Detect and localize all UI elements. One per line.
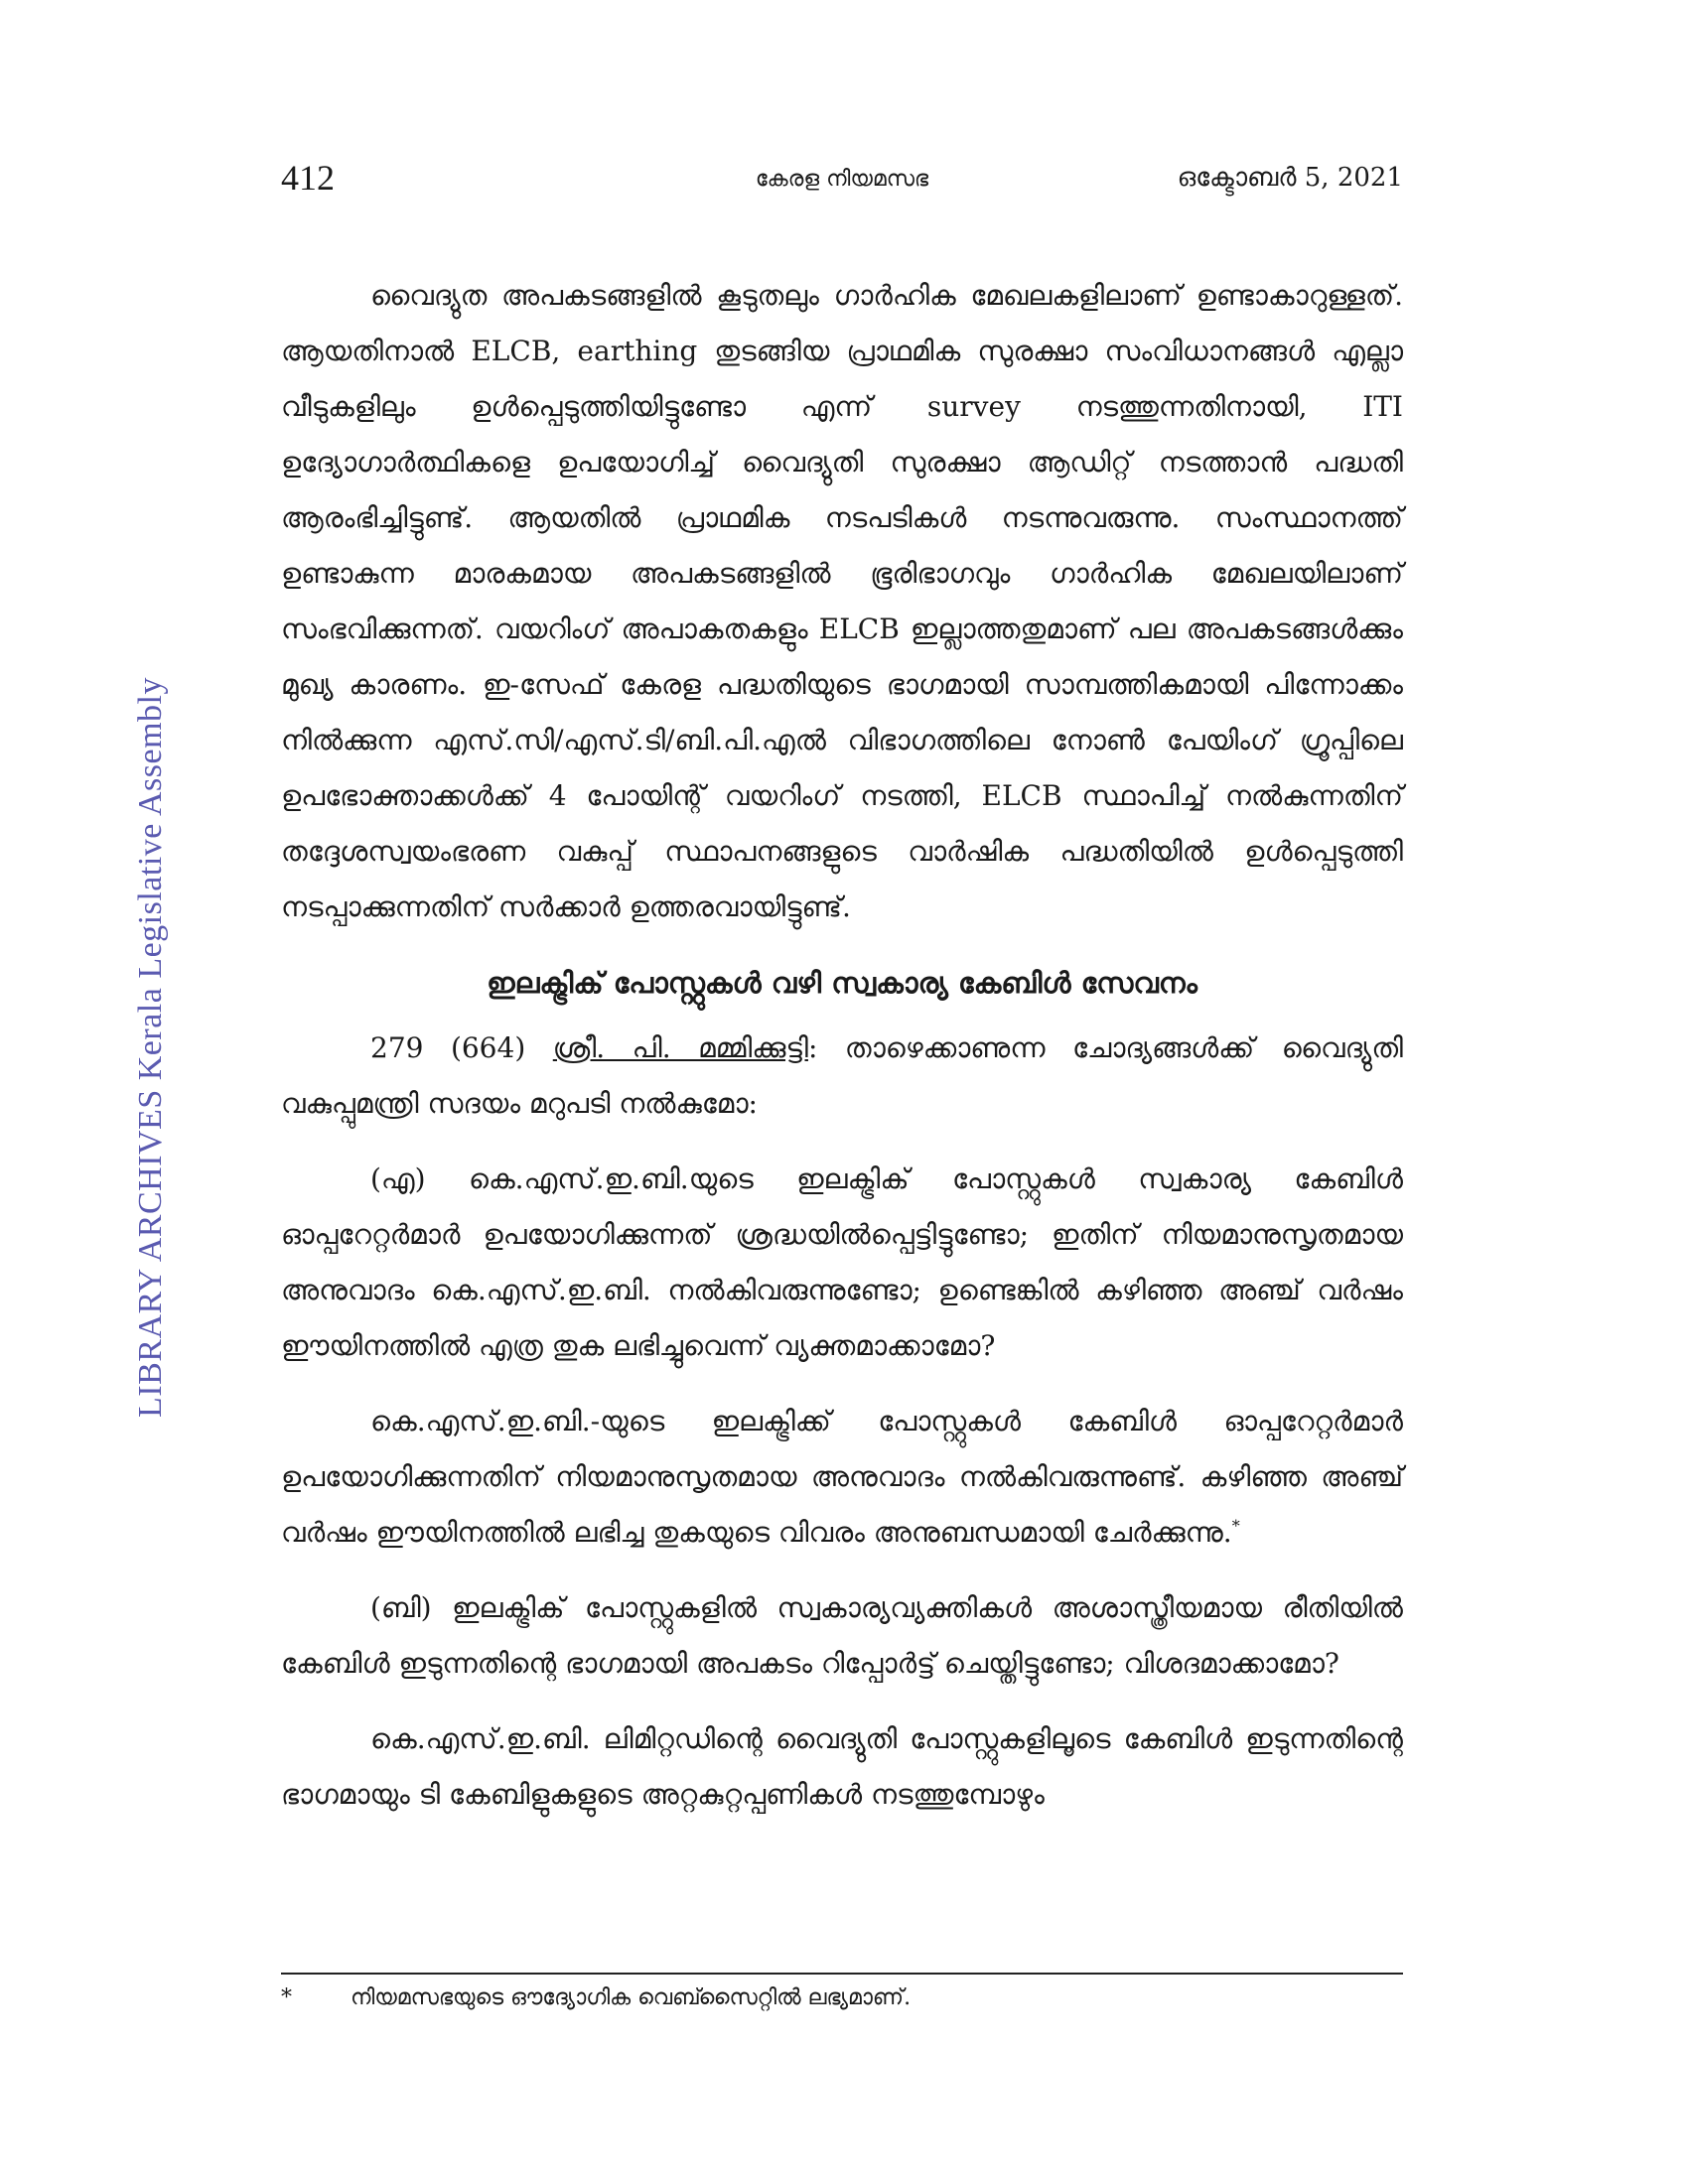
- footnote-reference: *: [1231, 1516, 1240, 1536]
- footnote-divider: [281, 1973, 1403, 1975]
- footnote-mark: *: [281, 1985, 292, 2010]
- footnote-area: [281, 1973, 1403, 2014]
- library-archives-stamp: LIBRARY ARCHIVES Kerala Legislative Assembly: [132, 676, 169, 1419]
- footnote-text: നിയമസഭയുടെ ഔദ്യോഗിക വെബ്സൈറ്റിൽ ലഭ്യമാണ്.: [351, 1985, 912, 2010]
- header-date: ഒക്ടോബർ 5, 2021: [1177, 163, 1403, 193]
- page-number: 412: [281, 158, 335, 198]
- question-part-b: (ബി) ഇലക്ട്രിക് പോസ്റ്റുകളിൽ സ്വകാര്യവ്യക്തികൾ അശാസ്ത്രീയമായ രീതിയിൽ കേബിൾ ഇടുന്നതിന്റെ ഭാഗമായി അപകടം റിപ്പോർട്ട് ചെയ്തിട്ടുണ്ടോ; വിശദമാക്കാമോ?: [281, 1591, 1403, 1680]
- answer-part-a-text: കെ.എസ്.ഇ.ബി.-യുടെ ഇലക്ട്രിക്ക് പോസ്റ്റുകൾ കേബിൾ ഓപ്പറേറ്റർമാർ ഉപയോഗിക്കുന്നതിന് നിയമാനുസൃതമായ അനുവാദം നൽകിവരുന്നുണ്ട്. കഴിഞ്ഞ അഞ്ച് വർഷം ഈയിനത്തിൽ ലഭിച്ച തുകയുടെ വിവരം അനുബന്ധമായി ചേർക്കുന്നു.: [281, 1405, 1403, 1549]
- question-number: 279 (664): [370, 1031, 526, 1064]
- answer-paragraph-previous: വൈദ്യുത അപകടങ്ങളിൽ കൂടുതലും ഗാർഹിക മേഖലകളിലാണ് ഉണ്ടാകാറുള്ളത്. ആയതിനാൽ ELCB, earthing തുടങ്ങിയ പ്രാഥമിക സുരക്ഷാ സംവിധാനങ്ങൾ എല്ലാ വീടുകളിലും ഉൾപ്പെടുത്തിയിട്ടുണ്ടോ എന്ന് survey നടത്തുന്നതിനായി, ITI ഉദ്യോഗാർത്ഥികളെ ഉപയോഗിച്ച് വൈദ്യുതി സുരക്ഷാ ആഡിറ്റ് നടത്താൻ പദ്ധതി ആരംഭിച്ചിട്ടുണ്ട്. ആയതിൽ പ്രാഥമിക നടപടികൾ നടന്നുവരുന്നു. സംസ്ഥാനത്ത് ഉണ്ടാകുന്ന മാരകമായ അപകടങ്ങളിൽ ഭൂരിഭാഗവും ഗാർഹിക മേഖലയിലാണ് സംഭവിക്കുന്നത്. വയറിംഗ് അപാകതകളും ELCB ഇല്ലാത്തതുമാണ് പല അപകടങ്ങൾക്കും മുഖ്യ കാരണം. ഇ-സേഫ് കേരള പദ്ധതിയുടെ ഭാഗമായി സാമ്പത്തികമായി പിന്നോക്കം നിൽക്കുന്ന എസ്.സി/എസ്.ടി/ബി.പി.എൽ വിഭാഗത്തിലെ നോൺ പേയിംഗ് ഗ്രൂപ്പിലെ ഉപഭോക്താക്കൾക്ക് 4 പോയിന്റ് വയറിംഗ് നടത്തി, ELCB സ്ഥാപിച്ച് നൽകുന്നതിന് തദ്ദേശസ്വയംഭരണ വകുപ്പ് സ്ഥാപനങ്ങളുടെ വാർഷിക പദ്ധതിയിൽ ഉൾപ്പെടുത്തി നടപ്പാക്കുന്നതിന് സർക്കാർ ഉത്തരവായിട്ടുണ്ട്.: [281, 279, 1403, 923]
- question-intro-text: : താഴെക്കാണുന്ന ചോദ്യങ്ങൾക്ക് വൈദ്യുതി വകുപ്പുമന്ത്രി സദയം മറുപടി നൽകുമോ:: [281, 1031, 1403, 1120]
- member-name: ശ്രീ. പി. മമ്മിക്കുട്ടി: [552, 1031, 808, 1064]
- answer-part-a: [281, 1394, 1403, 1561]
- question-intro: [281, 1021, 1403, 1132]
- page-header: [281, 157, 1403, 206]
- running-title: കേരള നിയമസഭ: [755, 167, 929, 192]
- answer-part-b: കെ.എസ്.ഇ.ബി. ലിമിറ്റഡിന്റെ വൈദ്യുതി പോസ്റ്റുകളിലൂടെ കേബിൾ ഇടുന്നതിന്റെ ഭാഗമായും ടി കേബിളുകളുടെ അറ്റകുറ്റപ്പണികൾ നടത്തുമ്പോഴും: [281, 1722, 1403, 1811]
- footnote: [281, 1982, 1403, 2014]
- question-heading: ഇലക്ട്രിക് പോസ്റ്റുകൾ വഴി സ്വകാര്യ കേബിൾ സേവനം: [487, 966, 1197, 1000]
- document-body: [281, 268, 1403, 1823]
- question-part-a: (എ) കെ.എസ്.ഇ.ബി.യുടെ ഇലക്ട്രിക് പോസ്റ്റുകൾ സ്വകാര്യ കേബിൾ ഓപ്പറേറ്റർമാർ ഉപയോഗിക്കുന്നത് ശ്രദ്ധയിൽപ്പെട്ടിട്ടുണ്ടോ; ഇതിന് നിയമാനുസൃതമായ അനുവാദം കെ.എസ്.ഇ.ബി. നൽകിവരുന്നുണ്ടോ; ഉണ്ടെങ്കിൽ കഴിഞ്ഞ അഞ്ച് വർഷം ഈയിനത്തിൽ എത്ര തുക ലഭിച്ചുവെന്ന് വ്യക്തമാക്കാമോ?: [281, 1162, 1403, 1362]
